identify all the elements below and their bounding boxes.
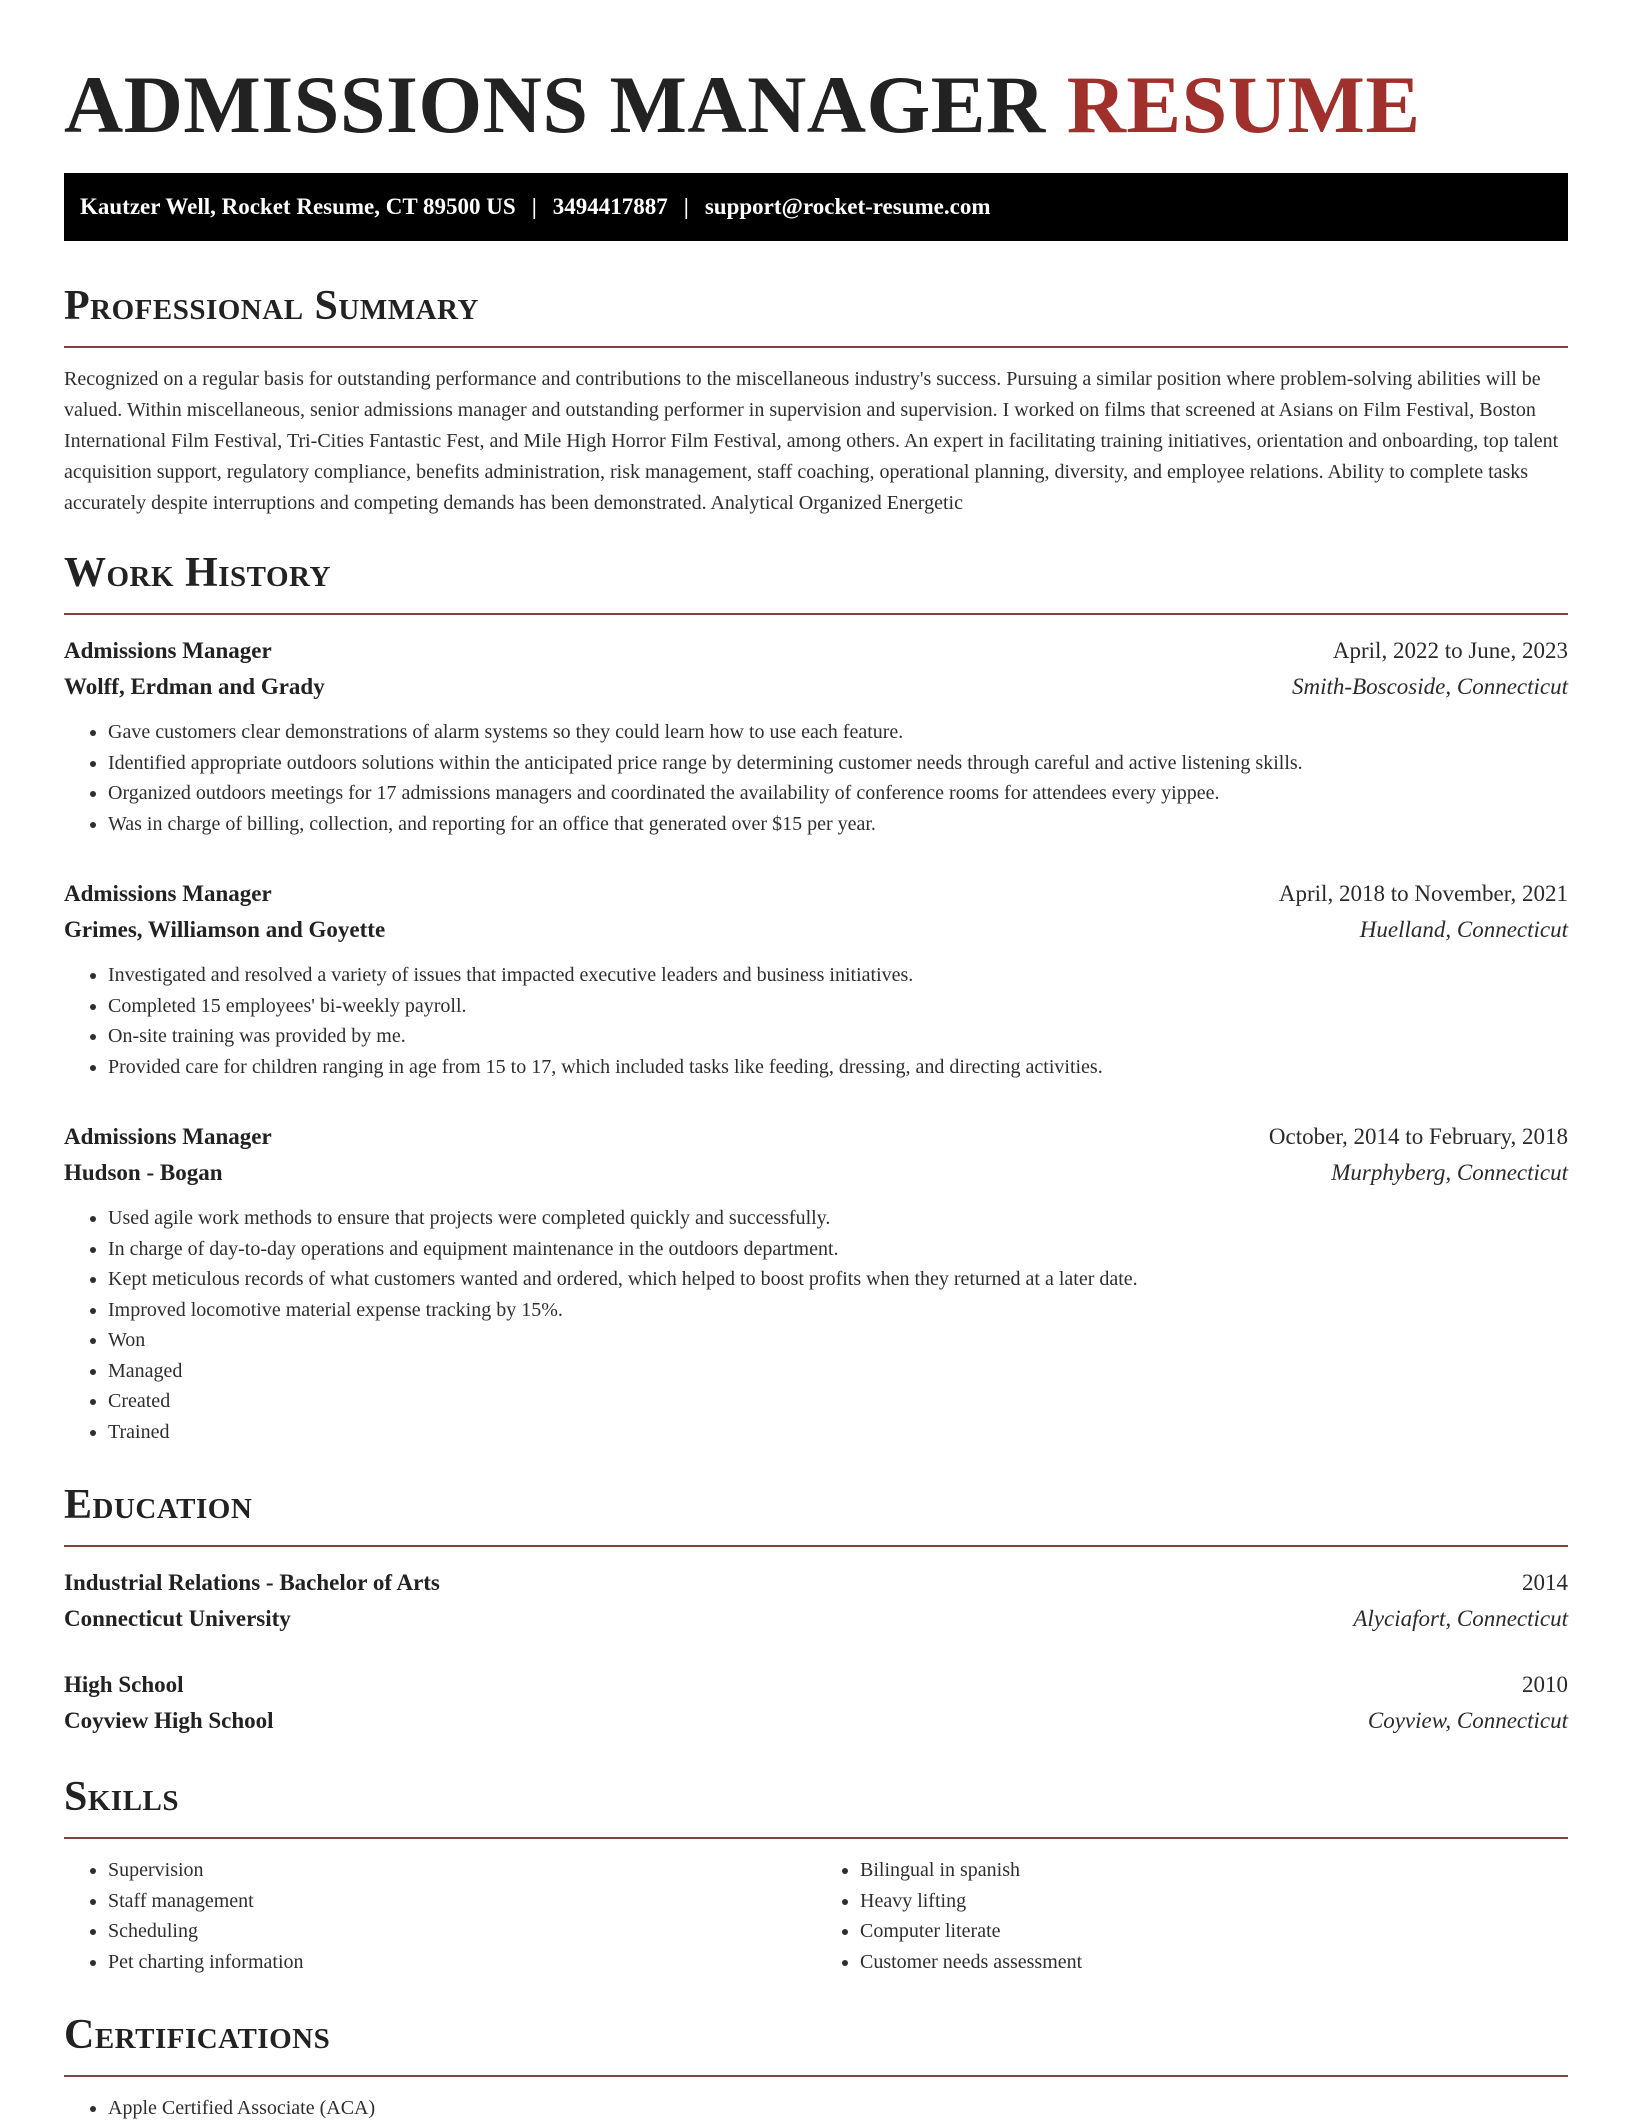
job-company: Wolff, Erdman and Grady — [64, 674, 325, 699]
section-heading-skills: Skills — [64, 1774, 180, 1820]
section-divider — [64, 1545, 1568, 1547]
section-divider — [64, 2075, 1568, 2077]
contact-bar — [64, 173, 1568, 241]
job-location: Huelland, Connecticut — [1359, 917, 1568, 942]
title-accent: RESUME — [1066, 59, 1421, 150]
job-title: Admissions Manager — [64, 881, 272, 906]
education-degree: Industrial Relations - Bachelor of Arts — [64, 1570, 440, 1595]
education-school-row — [64, 1601, 1568, 1637]
job-dates: April, 2022 to June, 2023 — [1332, 638, 1568, 663]
education-degree: High School — [64, 1672, 184, 1697]
list-item: • Trained — [108, 1417, 1568, 1448]
list-item: • Kept meticulous records of what customers wanted and ordered, which helped to boost profits when they returned at a later date. — [108, 1264, 1568, 1295]
section-divider — [64, 346, 1568, 348]
job-company-row — [64, 1155, 1568, 1191]
list-item: • Investigated and resolved a variety of issues that impacted executive leaders and business initiatives. — [108, 960, 1568, 991]
contact-address: Kautzer Well, Rocket Resume, CT 89500 US — [80, 194, 516, 219]
education-school: Coyview High School — [64, 1708, 274, 1733]
job-header-row — [64, 633, 1568, 669]
education-location: Coyview, Connecticut — [1367, 1708, 1568, 1733]
list-item: • Computer literate — [860, 1916, 1568, 1947]
list-item: • Pet charting information — [108, 1947, 816, 1978]
job-dates: October, 2014 to February, 2018 — [1268, 1124, 1568, 1149]
job-company-row — [64, 912, 1568, 948]
education-location: Alyciafort, Connecticut — [1353, 1606, 1568, 1631]
list-item: • Gave customers clear demonstrations of alarm systems so they could learn how to use each feature. — [108, 717, 1568, 748]
job-bullets — [64, 717, 1568, 839]
job-header-row — [64, 1119, 1568, 1155]
list-item: • Apple Certified Associate (ACA) — [108, 2093, 1568, 2124]
contact-email: support@rocket-resume.com — [704, 194, 991, 219]
job-location: Murphyberg, Connecticut — [1331, 1160, 1568, 1185]
skills-list-left — [64, 1855, 816, 1977]
list-item: • Scheduling — [108, 1916, 816, 1947]
job-bullets — [64, 1203, 1568, 1447]
contact-separator: | — [683, 194, 689, 219]
education-year: 2010 — [1522, 1672, 1568, 1697]
education-entry — [64, 1667, 1568, 1739]
job-company: Grimes, Williamson and Goyette — [64, 917, 386, 942]
list-item: • On-site training was provided by me. — [108, 1021, 1568, 1052]
job-location: Smith-Boscoside, Connecticut — [1292, 674, 1568, 699]
list-item: • Customer needs assessment — [860, 1947, 1568, 1978]
list-item: • Supervision — [108, 1855, 816, 1886]
resume-title — [64, 55, 1568, 155]
list-item: • Provided care for children ranging in age from 15 to 17, which included tasks like feeding, dressing, and directing activities. — [108, 1052, 1568, 1083]
summary-text: Recognized on a regular basis for outstanding performance and contributions to the miscellaneous industry's success. Pursuing a similar position where problem-solving abilities will be valued. Within miscellaneous, senior admissions manager and outstanding performer in supervision and supervision. I worked on films that screened at Asians on Film Festival, Boston International Film Festival, Tri-Cities Fantastic Fest, and Mile High Horror Film Festival, among others. An expert in facilitating training initiatives, orientation and onboarding, top talent acquisition support, regulatory compliance, benefits administration, risk management, staff coaching, operational planning, diversity, and employee relations. Ability to complete tasks accurately despite interruptions and competing demands has been demonstrated. Analytical Organized Energetic — [64, 368, 1559, 514]
section-divider — [64, 613, 1568, 615]
section-divider — [64, 1837, 1568, 1839]
job-dates: April, 2018 to November, 2021 — [1278, 881, 1568, 906]
education-header-row — [64, 1565, 1568, 1601]
list-item: • Created — [108, 1386, 1568, 1417]
section-heading-education: Education — [64, 1482, 253, 1528]
list-item: • Won — [108, 1325, 1568, 1356]
work-history-section — [64, 545, 1568, 1447]
contact-phone: 3494417887 — [552, 194, 668, 219]
list-item: • Organized outdoors meetings for 17 admissions managers and coordinated the availability of conference rooms for attendees every yippee. — [108, 778, 1568, 809]
list-item: • Staff management — [108, 1886, 816, 1917]
job-entry — [64, 876, 1568, 1082]
job-bullets — [64, 960, 1568, 1082]
list-item: • Identified appropriate outdoors solutions within the anticipated price range by determining customer needs through careful and active listening skills. — [108, 748, 1568, 779]
list-item: • Was in charge of billing, collection, and reporting for an office that generated over $15 per year. — [108, 809, 1568, 840]
certifications-list — [64, 2093, 1568, 2124]
job-company: Hudson - Bogan — [64, 1160, 223, 1185]
job-entry — [64, 1119, 1568, 1447]
list-item: • Completed 15 employees' bi-weekly payroll. — [108, 991, 1568, 1022]
list-item: • Used agile work methods to ensure that projects were completed quickly and successfully. — [108, 1203, 1568, 1234]
list-item: • Bilingual in spanish — [860, 1855, 1568, 1886]
section-heading-work: Work History — [64, 550, 331, 596]
list-item: • Improved locomotive material expense tracking by 15%. — [108, 1295, 1568, 1326]
job-header-row — [64, 876, 1568, 912]
title-main: ADMISSIONS MANAGER — [64, 59, 1046, 150]
contact-separator: | — [531, 194, 537, 219]
education-header-row — [64, 1667, 1568, 1703]
education-year: 2014 — [1522, 1570, 1568, 1595]
skills-section — [64, 1769, 1568, 1977]
job-entry — [64, 633, 1568, 839]
certifications-section — [64, 2007, 1568, 2124]
job-company-row — [64, 669, 1568, 705]
list-item: • Managed — [108, 1356, 1568, 1387]
list-item: • Heavy lifting — [860, 1886, 1568, 1917]
skills-list-right — [816, 1855, 1568, 1977]
job-title: Admissions Manager — [64, 638, 272, 663]
education-school: Connecticut University — [64, 1606, 291, 1631]
list-item: • In charge of day-to-day operations and equipment maintenance in the outdoors department. — [108, 1234, 1568, 1265]
job-title: Admissions Manager — [64, 1124, 272, 1149]
education-school-row — [64, 1703, 1568, 1739]
education-section — [64, 1477, 1568, 1739]
section-heading-summary: Professional Summary — [64, 283, 479, 329]
section-heading-certifications: Certifications — [64, 2012, 331, 2058]
education-entry — [64, 1565, 1568, 1637]
summary-section — [64, 278, 1568, 519]
skills-grid — [64, 1855, 1568, 1977]
